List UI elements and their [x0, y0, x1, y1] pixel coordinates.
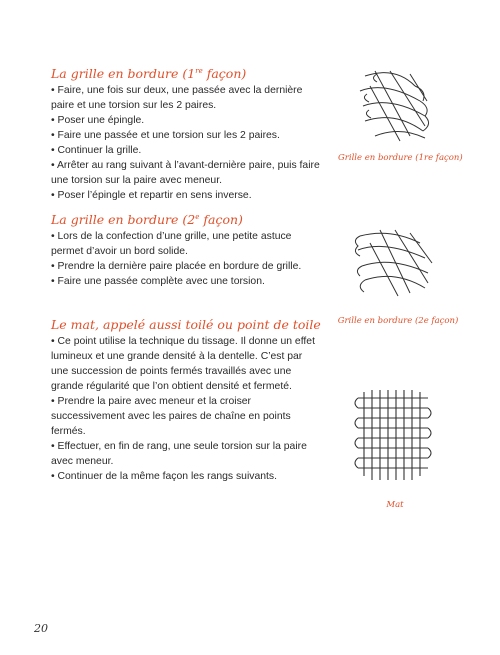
bullet-item: • Prendre la paire avec meneur et la croiser successivement avec les paires de chaîne en points fermés. [51, 396, 291, 437]
section-grille-2 [51, 210, 321, 289]
figure-caption: Mat [386, 500, 404, 510]
bullet-item: • Poser une épingle. [51, 115, 145, 127]
bullet-item: • Lors de la confection d’une grille, une petite astuce permet d’avoir un bord solide. [51, 231, 292, 258]
section-title: La grille en bordure (2e façon) [51, 212, 243, 228]
bullet-item: • Poser l’épingle et repartir en sens inverse. [51, 190, 252, 202]
page-number: 20 [34, 622, 48, 635]
bullet-item: • Continuer la grille. [51, 145, 142, 157]
lace-weave-diagram-icon [352, 386, 437, 486]
bullet-item: • Arrêter au rang suivant à l’avant-dernière paire, puis faire une torsion sur la paire avec meneur. [51, 160, 320, 187]
bullet-item: • Faire une passée et une torsion sur les 2 paires. [51, 130, 280, 142]
lace-grid-diagram-icon [350, 228, 440, 298]
section-title: Le mat, appelé aussi toilé ou point de toile [51, 317, 321, 332]
figure-caption: Grille en bordure (1re façon) [338, 153, 463, 163]
bullet-item: • Continuer de la même façon les rangs suivants. [51, 471, 277, 482]
figure-caption: Grille en bordure (2e façon) [337, 316, 459, 326]
bullet-item: • Faire, une fois sur deux, une passée avec la dernière paire et une torsion sur les 2 paires. [51, 85, 303, 112]
bullet-item: • Effectuer, en fin de rang, une seule torsion sur la paire avec meneur. [51, 441, 307, 467]
section-mat [51, 317, 321, 484]
bullet-item: • Prendre la dernière paire placée en bordure de grille. [51, 261, 302, 273]
bullet-item: • Ce point utilise la technique du tissage. Il donne un effet lumineux et une grande densité à la dentelle. C’est par une succession de points fermés travaillés avec une grande régularité que l’on obtient densité et fermeté. [51, 336, 315, 392]
lace-grid-diagram-icon [355, 66, 435, 146]
section-title: La grille en bordure (1re façon) [51, 66, 247, 82]
bullet-item: • Faire une passée complète avec une torsion. [51, 276, 265, 288]
section-grille-1 [51, 64, 321, 203]
